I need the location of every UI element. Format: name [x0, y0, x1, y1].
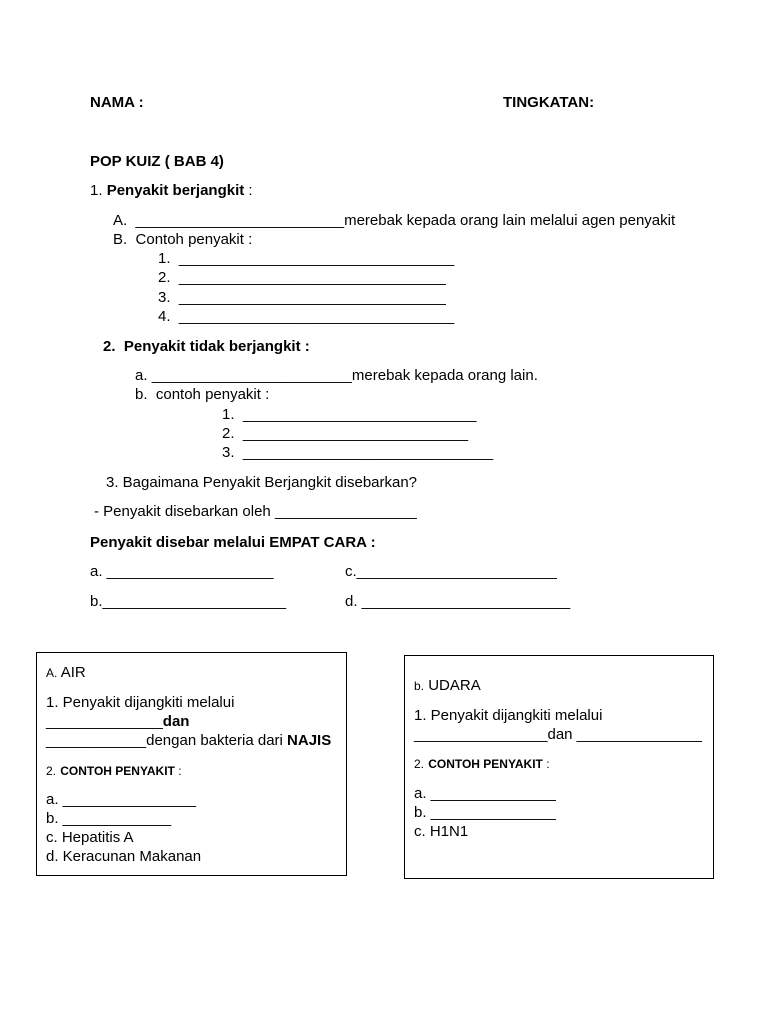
empat-cara-title: Penyakit disebar melalui EMPAT CARA :	[90, 534, 376, 551]
q2-a-blank: ________________________	[151, 367, 352, 384]
box-udara-line2: ________________dan _______________	[414, 726, 702, 743]
box-air-line3-text: dengan bakteria dari	[146, 732, 288, 749]
q2-a-marker: a.	[135, 367, 148, 384]
box-udara-line1: 1. Penyakit dijangkiti melalui	[414, 707, 603, 724]
box-air-contoh-colon: :	[174, 764, 182, 778]
list-item: c. Hepatitis A	[46, 829, 134, 846]
box-air-line1: 1. Penyakit dijangkiti melalui	[46, 694, 235, 711]
q1-example-1	[158, 249, 454, 268]
answer-blank: _________________________________	[178, 250, 455, 267]
box-air-heading	[46, 663, 86, 683]
box-air-contoh	[46, 761, 182, 781]
box-udara-marker: b.	[414, 679, 425, 693]
quiz-title: POP KUIZ ( BAB 4)	[90, 153, 224, 170]
q2-item-b	[135, 385, 269, 404]
q1-b-marker: B.	[113, 231, 128, 248]
q2-example-3	[222, 443, 493, 462]
q1-title: Penyakit berjangkit	[106, 182, 245, 199]
answer-blank: ____________	[46, 732, 147, 749]
q1-a-text: merebak kepada orang lain melalui agen penyakit	[344, 212, 676, 229]
q1-b-text: Contoh penyakit :	[135, 231, 253, 248]
list-item: b. _______________	[414, 804, 556, 821]
box-udara-title: UDARA	[428, 677, 481, 694]
q2-b-text: contoh penyakit :	[155, 386, 270, 403]
box-air-marker: A.	[46, 666, 58, 680]
box-udara	[404, 655, 714, 879]
answer-blank: ______________________________	[242, 444, 494, 461]
answer-blank: ______________	[46, 713, 163, 730]
list-item: c. H1N1	[414, 823, 469, 840]
tingkatan-label: TINGKATAN:	[503, 94, 595, 111]
q2-b-marker: b.	[135, 386, 148, 403]
q3-answer: - Penyakit disebarkan oleh _________________	[94, 503, 417, 520]
answer-blank: ___________________________	[242, 425, 469, 442]
list-item: a. _______________	[414, 785, 556, 802]
q1-colon: :	[244, 182, 253, 199]
q2-a-text: merebak kepada orang lain.	[351, 367, 538, 384]
answer-blank: ________________________________	[178, 289, 446, 306]
list-number: 4.	[158, 308, 171, 325]
empat-cara-d: d. _________________________	[345, 593, 571, 610]
box-air-contoh-label: CONTOH PENYAKIT	[60, 764, 175, 778]
box-air	[36, 652, 347, 876]
list-item: d. Keracunan Makanan	[46, 848, 202, 865]
q2-title: 2. Penyakit tidak berjangkit :	[103, 338, 310, 355]
q1-example-2	[158, 268, 446, 287]
nama-label: NAMA :	[90, 94, 144, 111]
empat-cara-c: c.________________________	[345, 563, 557, 580]
q1-item-a	[113, 211, 675, 230]
answer-blank: ________________________________	[178, 269, 446, 286]
answer-blank: _________________________________	[178, 308, 455, 325]
list-number: 3.	[158, 289, 171, 306]
box-udara-heading	[414, 676, 481, 696]
box-air-line3	[46, 731, 331, 750]
list-number: 1.	[158, 250, 171, 267]
list-item: a. ________________	[46, 791, 197, 808]
q3-question: 3. Bagaimana Penyakit Berjangkit disebarkan?	[106, 474, 418, 491]
empat-cara-a: a. ____________________	[90, 563, 274, 580]
box-air-dan: dan	[162, 713, 190, 730]
list-number: 1.	[222, 406, 235, 423]
q1-a-marker: A.	[113, 212, 128, 229]
box-air-contoh-num: 2.	[46, 764, 57, 778]
empat-cara-b: b.______________________	[90, 593, 287, 610]
list-item: b. _____________	[46, 810, 172, 827]
q1-item-b	[113, 230, 252, 249]
q1-example-3	[158, 288, 446, 307]
q1-example-4	[158, 307, 454, 326]
q2-example-2	[222, 424, 468, 443]
list-number: 3.	[222, 444, 235, 461]
q1-heading	[90, 181, 253, 200]
box-udara-contoh-label: CONTOH PENYAKIT	[428, 757, 543, 771]
q1-number: 1.	[90, 182, 103, 199]
box-udara-contoh-colon: :	[542, 757, 550, 771]
box-udara-contoh-num: 2.	[414, 757, 425, 771]
q2-item-a	[135, 366, 538, 385]
box-air-najis: NAJIS	[287, 732, 332, 749]
list-number: 2.	[222, 425, 235, 442]
q1-a-blank: _________________________	[135, 212, 345, 229]
answer-blank: ____________________________	[242, 406, 477, 423]
box-air-line2	[46, 712, 189, 731]
q2-example-1	[222, 405, 476, 424]
box-air-title: AIR	[60, 664, 86, 681]
list-number: 2.	[158, 269, 171, 286]
box-udara-contoh	[414, 754, 550, 774]
